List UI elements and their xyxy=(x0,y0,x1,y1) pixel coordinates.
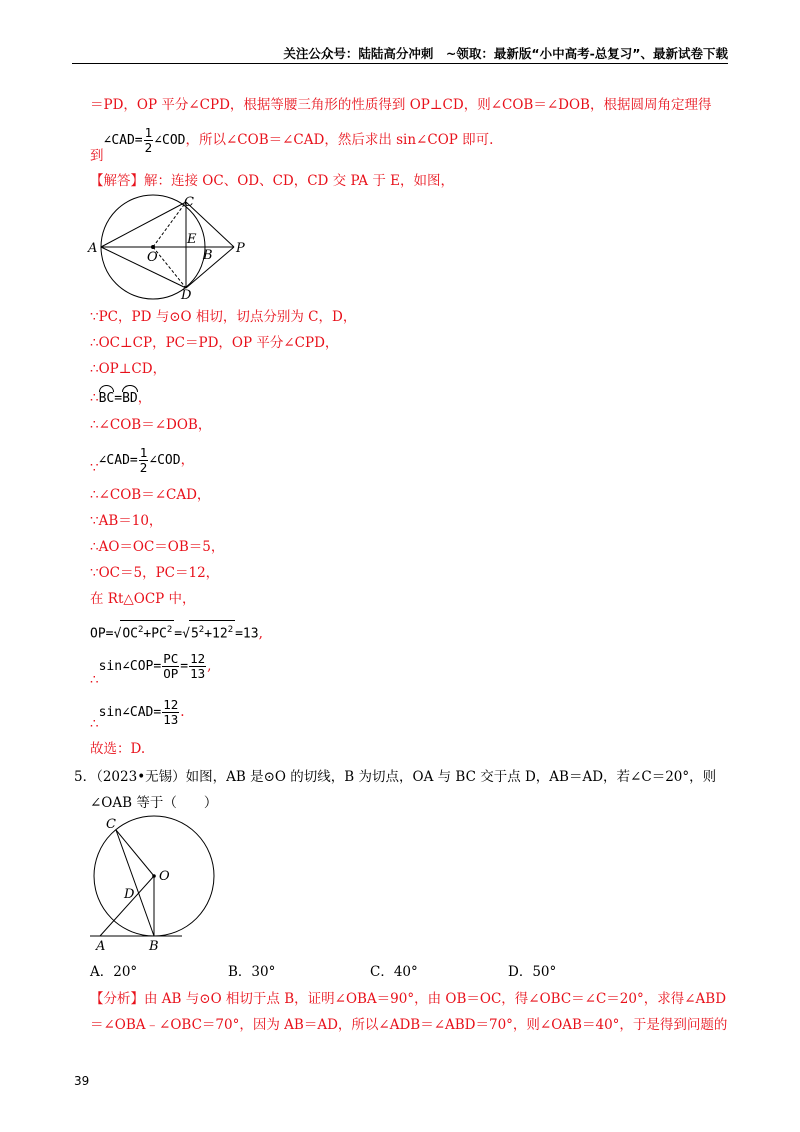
sqrt-5: 5 xyxy=(190,626,199,642)
page-header: 关注公众号：陆陆高分冲刺 ~领取：最新版“小中高考-总复习”、最新试卷下载 xyxy=(283,46,728,61)
label-b-q5: B xyxy=(149,939,159,954)
fraction-numerator: 1 xyxy=(139,445,148,460)
sup-2d: 2 xyxy=(227,625,234,635)
header-divider xyxy=(72,63,728,64)
therefore-symbol-2: ∴ xyxy=(90,672,99,688)
analysis4-line1: ＝PD，OP 平分∠CPD，根据等腰三角形的性质得到 OP⊥CD，则∠COB＝∠DOB，根据圆周角定理得 xyxy=(90,97,712,113)
formula-cad-a: ∠CAD= xyxy=(103,133,143,148)
label-o: O xyxy=(147,250,158,265)
analysis4-line2 xyxy=(90,125,494,164)
sin-cad: sin∠CAD= xyxy=(98,705,162,720)
eq-sign-2: = xyxy=(180,659,189,674)
fraction-half xyxy=(144,126,154,155)
solution4-answer: 故选：D. xyxy=(90,741,146,757)
fraction-half-2 xyxy=(139,446,149,475)
analysis4-line2-post: ，所以∠COB＝∠CAD，然后求出 sin∠COP 即可. xyxy=(185,132,494,148)
line-ac xyxy=(101,202,186,247)
center-point xyxy=(151,245,155,249)
solution4-step10: ∵OC＝5，PC＝12， xyxy=(90,565,220,581)
therefore-symbol-3: ∴ xyxy=(90,716,99,732)
question5-line2: ∠OAB 等于（ ） xyxy=(90,795,218,811)
comma: , xyxy=(258,625,263,642)
solution4-step12-op xyxy=(90,620,263,643)
formula-cod-b: ∠COD xyxy=(149,453,181,468)
choice-c[interactable]: C．40° xyxy=(370,964,418,980)
therefore-symbol: ∴ xyxy=(90,390,99,406)
solution-intro-text: 解：连接 OC、OD、CD，CD 交 PA 于 E，如图， xyxy=(144,173,454,189)
analysis5-line2: ＝∠OBA﹣∠OBC＝70°，因为 AB＝AD，所以∠ADB＝∠ABD＝70°，则∠OAB＝40°，于是得到问题的 xyxy=(90,1017,728,1033)
solution4-step5: ∴∠COB＝∠DOB， xyxy=(90,417,212,433)
fraction-pc-op xyxy=(162,652,179,681)
solution4-step8: ∵AB＝10， xyxy=(90,513,163,529)
solution4-step6 xyxy=(90,446,194,475)
step6-post: ， xyxy=(180,452,195,468)
analysis5-line1 xyxy=(90,990,726,1008)
label-b: B xyxy=(203,248,213,263)
label-p: P xyxy=(236,241,245,256)
solution4-step1: ∵PC，PD 与⊙O 相切，切点分别为 C，D， xyxy=(90,309,357,325)
choice-a[interactable]: A．20° xyxy=(90,964,138,980)
figure-q5-circle-tangent xyxy=(86,814,218,954)
frac-num-12: 12 xyxy=(163,697,179,712)
label-e: E xyxy=(187,232,197,247)
eq-sign: = xyxy=(174,626,183,642)
question5-line1: 5．（2023•无锡）如图，AB 是⊙O 的切线，B 为切点，OA 与 BC 交于点 D，AB＝AD，若∠C＝20°，则 xyxy=(74,769,717,785)
frac-num-12: 12 xyxy=(190,651,206,666)
frac-den-13: 13 xyxy=(190,666,206,681)
solution4-intro xyxy=(90,172,454,190)
solution4-step3: ∴OP⊥CD， xyxy=(90,361,167,377)
arc-equals: = xyxy=(114,391,123,406)
arc-bc: BC xyxy=(99,388,115,408)
choice-b[interactable]: B．30° xyxy=(228,964,276,980)
line-oc xyxy=(153,202,186,247)
solution4-step4 xyxy=(90,388,151,408)
analysis5-text1: 由 AB 与⊙O 相切于点 B，证明∠OBA＝90°，由 OB＝OC，得∠OBC＝∠C＝20°，求得∠ABD xyxy=(144,991,727,1007)
fraction-12-13-b xyxy=(162,698,179,727)
formula-cad-b: ∠CAD= xyxy=(98,453,138,468)
choice-d[interactable]: D．50° xyxy=(508,964,557,980)
sup-2c: 2 xyxy=(198,625,205,635)
fraction-numerator: 1 xyxy=(144,125,153,140)
formula-cod-a: ∠COD xyxy=(154,133,186,148)
solution4-step11: 在 Rt△OCP 中， xyxy=(90,591,196,607)
line-oa xyxy=(100,876,154,936)
label-c-q5: C xyxy=(106,817,116,832)
sqrt-pc: +PC xyxy=(143,626,167,642)
step4-post: ， xyxy=(137,390,152,406)
solution4-step9: ∴AO＝OC＝OB＝5， xyxy=(90,539,225,555)
figure-q4-circle-tangents xyxy=(86,192,256,300)
sqrt-symbol-1: √ xyxy=(113,626,122,642)
solution4-step2: ∴OC⊥CP，PC＝PD，OP 平分∠CPD， xyxy=(90,335,339,351)
label-a-q5: A xyxy=(96,939,106,954)
solution-tag: 【解答】 xyxy=(90,173,144,189)
line-co xyxy=(116,830,154,876)
line-od xyxy=(153,247,186,288)
label-a: A xyxy=(88,241,98,256)
sqrt-symbol-2: √ xyxy=(182,626,190,642)
center-point-q5 xyxy=(152,874,156,878)
sqrt-12: +12 xyxy=(204,626,228,642)
arc-bd: BD xyxy=(122,388,138,408)
solution4-step14 xyxy=(90,697,185,732)
label-c: C xyxy=(184,195,194,210)
sin-cop: sin∠COP= xyxy=(98,659,162,674)
fraction-denominator: 2 xyxy=(144,140,153,155)
op-eq: OP= xyxy=(90,626,114,642)
sqrt-body-1 xyxy=(120,620,174,643)
frac-den-13: 13 xyxy=(163,712,179,727)
solution4-step7: ∴∠COB＝∠CAD， xyxy=(90,487,211,503)
op-result: =13 xyxy=(235,626,259,642)
page-number: 39 xyxy=(74,1074,90,1088)
label-d: D xyxy=(181,288,192,300)
because-symbol: ∵ xyxy=(90,460,99,476)
sup-2b: 2 xyxy=(166,625,173,635)
fraction-12-13 xyxy=(189,652,206,681)
solution4-step13 xyxy=(90,651,212,688)
frac-den-op: OP xyxy=(163,666,179,681)
comma: , xyxy=(207,658,212,674)
sqrt-body-2 xyxy=(189,620,235,643)
label-o-q5: O xyxy=(159,869,170,884)
frac-num-pc: PC xyxy=(163,651,179,666)
analysis4-line2-pre: 到 xyxy=(90,148,104,164)
period: . xyxy=(180,704,185,720)
sup-2a: 2 xyxy=(137,625,144,635)
analysis-tag: 【分析】 xyxy=(90,991,144,1007)
label-d-q5: D xyxy=(124,887,135,902)
fraction-denominator: 2 xyxy=(139,460,148,475)
sqrt-oc: OC xyxy=(122,626,138,642)
